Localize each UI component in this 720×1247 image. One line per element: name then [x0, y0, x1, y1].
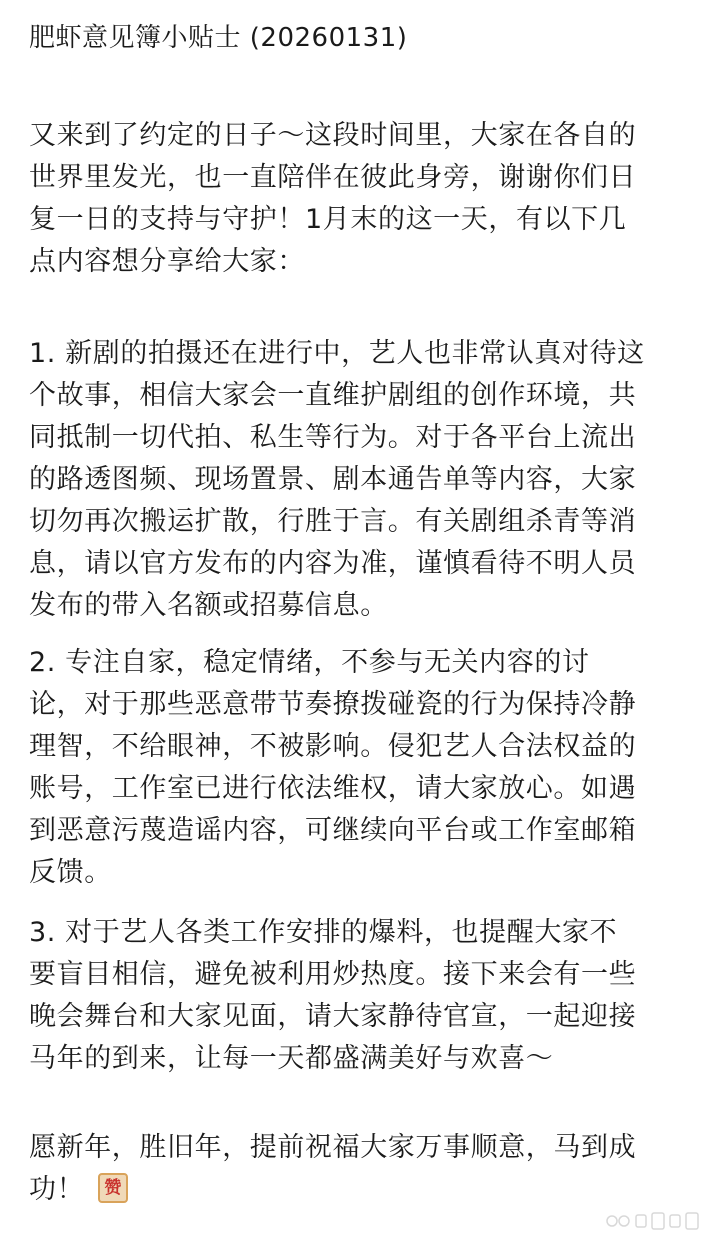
zan-sticker-icon: [98, 1173, 128, 1203]
item-2-line: 到恶意污蔑造谣内容，可继续向平台或工作室邮箱: [29, 815, 637, 846]
item-1-line: 切勿再次搬运扩散，行胜于言。有关剧组杀青等消: [29, 506, 637, 537]
item-2-line: 2. 专注自家，稳定情绪，不参与无关内容的讨: [29, 647, 590, 678]
item-1-line: 发布的带入名额或招募信息。: [29, 590, 388, 621]
item-2-line: 理智，不给眼神，不被影响。侵犯艺人合法权益的: [29, 731, 637, 762]
zan-sticker-label: 赞: [104, 1178, 122, 1198]
paragraph-line: 世界里发光，也一直陪伴在彼此身旁，谢谢你们日: [29, 162, 637, 193]
item-2-line: 论，对于那些恶意带节奏撩拨碰瓷的行为保持冷静: [29, 689, 637, 720]
paragraph-line: 又来到了约定的日子～这段时间里，大家在各自的: [29, 120, 637, 151]
closing-line: 愿新年，胜旧年，提前祝福大家万事顺意，马到成: [29, 1132, 637, 1163]
item-1-line: 个故事，相信大家会一直维护剧组的创作环境，共: [29, 380, 637, 411]
note-title: 肥虾意见簿小贴士 (20260131): [29, 23, 408, 53]
item-1-line: 同抵制一切代拍、私生等行为。对于各平台上流出: [29, 422, 637, 453]
item-3-line: 要盲目相信，避免被利用炒热度。接下来会有一些: [29, 959, 637, 990]
watermark-icon: [604, 1209, 704, 1233]
item-2-line: 账号，工作室已进行依法维权，请大家放心。如遇: [29, 773, 637, 804]
paragraph-line: 点内容想分享给大家：: [29, 246, 305, 277]
paragraph-line: 复一日的支持与守护！1月末的这一天，有以下几: [29, 204, 627, 235]
item-1-line: 的路透图频、现场置景、剧本通告单等内容，大家: [29, 464, 637, 495]
item-1-line: 1. 新剧的拍摄还在进行中，艺人也非常认真对待这: [29, 338, 645, 369]
closing-line: [29, 1169, 128, 1211]
closing-text: 功！: [29, 1174, 85, 1205]
item-3-line: 马年的到来，让每一天都盛满美好与欢喜～: [29, 1043, 554, 1074]
item-3-line: 3. 对于艺人各类工作安排的爆料，也提醒大家不: [29, 917, 618, 948]
item-2-line: 反馈。: [29, 857, 112, 888]
item-1-line: 息，请以官方发布的内容为准，谨慎看待不明人员: [29, 548, 637, 579]
item-3-line: 晚会舞台和大家见面，请大家静待官宣，一起迎接: [29, 1001, 637, 1032]
